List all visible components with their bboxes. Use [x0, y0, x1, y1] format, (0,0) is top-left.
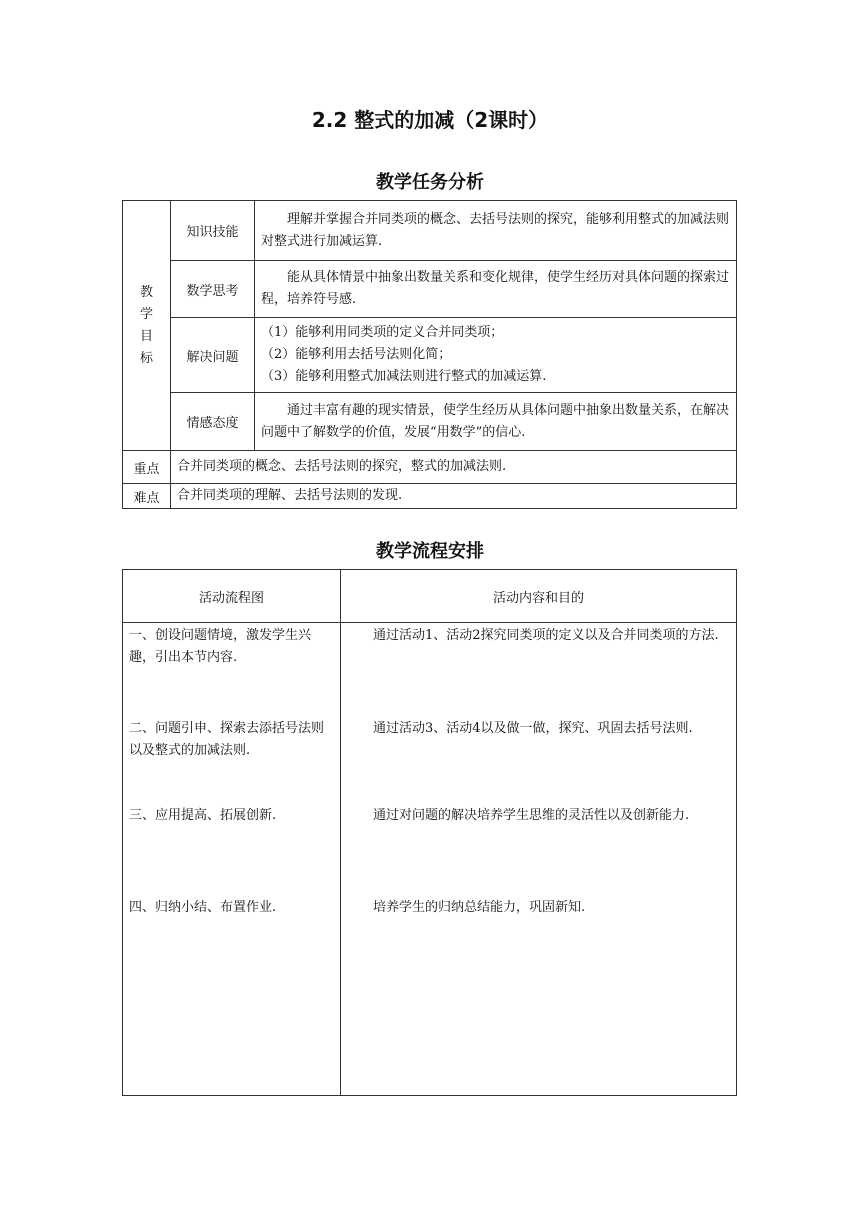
goal-item: （1）能够利用同类项的定义合并同类项；: [261, 325, 504, 340]
key-point-label: 重点: [123, 451, 171, 484]
flow-purpose-cell: [341, 623, 737, 1096]
flow-step: 二、问题引申、探索去添括号法则以及整式的加减法则.: [129, 721, 325, 758]
category-attitude: 情感态度: [171, 393, 255, 451]
category-knowledge: 知识技能: [171, 201, 255, 261]
flow-purpose: 培养学生的归纳总结能力，巩固新知.: [373, 900, 586, 915]
section-heading-teaching-flow: 教学流程安排: [376, 541, 484, 562]
difficulty-label: 难点: [123, 484, 171, 509]
flow-purpose: 通过对问题的解决培养学生思维的灵活性以及创新能力.: [373, 808, 690, 823]
flow-purpose: 通过活动1、活动2探究同类项的定义以及合并同类项的方法.: [373, 628, 719, 643]
flow-step: 四、归纳小结、布置作业.: [129, 900, 277, 915]
flow-step: 一、创设问题情境，激发学生兴趣，引出本节内容.: [129, 628, 312, 665]
goal-text-knowledge: 理解并掌握合并同类项的概念、去括号法则的探究，能够利用整式的加减法则对整式进行加减运算.: [255, 201, 737, 261]
flow-step: 三、应用提高、拓展创新.: [129, 808, 277, 823]
goal-text-attitude: 通过丰富有趣的现实情景，使学生经历从具体问题中抽象出数量关系，在解决问题中了解数学的价值，发展“用数学”的信心.: [255, 393, 737, 451]
difficulty-text: 合并同类项的理解、去括号法则的发现.: [171, 484, 737, 509]
key-point-text: 合并同类项的概念、去括号法则的探究，整式的加减法则.: [171, 451, 737, 484]
goals-label: 教 学 目 标: [123, 201, 171, 451]
goal-list-problem-solving: [255, 318, 737, 393]
task-analysis-table: [122, 200, 737, 509]
teaching-flow-table: [122, 569, 737, 1096]
category-problem-solving: 解决问题: [171, 318, 255, 393]
document-title: 2.2 整式的加减（2课时）: [311, 108, 549, 132]
flow-steps-cell: [123, 623, 341, 1096]
goal-item: （3）能够利用整式加减法则进行整式的加减运算.: [261, 369, 547, 384]
flow-purpose: 通过活动3、活动4以及做一做，探究、巩固去括号法则.: [373, 721, 693, 736]
section-heading-task-analysis: 教学任务分析: [376, 172, 484, 193]
category-thinking: 数学思考: [171, 261, 255, 318]
column-header-purpose: 活动内容和目的: [341, 570, 737, 623]
goal-text-thinking: 能从具体情景中抽象出数量关系和变化规律，使学生经历对具体问题的探索过程，培养符号感.: [255, 261, 737, 318]
goal-item: （2）能够利用去括号法则化简；: [261, 347, 452, 362]
column-header-flow: 活动流程图: [123, 570, 341, 623]
